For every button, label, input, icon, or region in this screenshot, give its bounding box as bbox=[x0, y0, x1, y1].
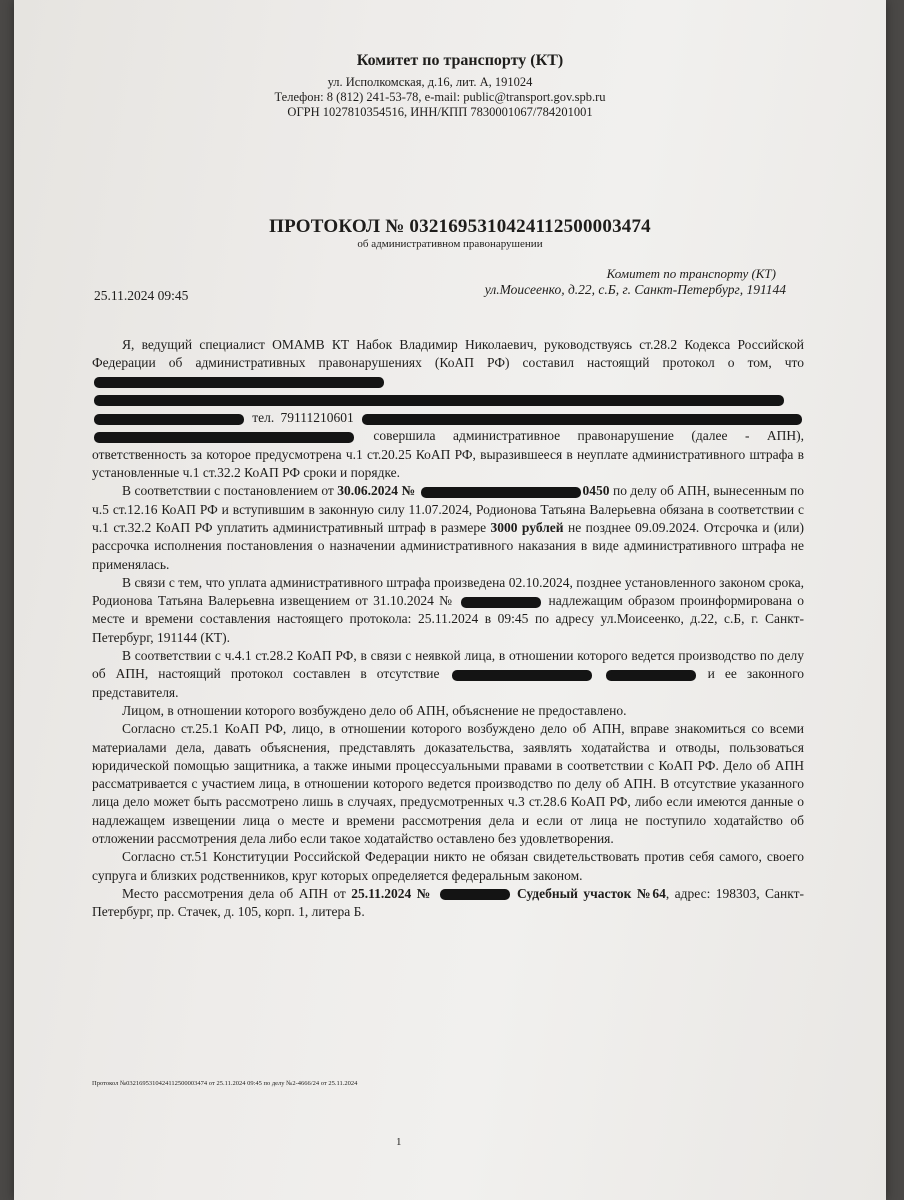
redaction bbox=[94, 432, 354, 443]
footnote: Протокол №0321695310424112500003474 от 25.11.2024 09:45 по делу №2-4666/24 от 25.11.2024 bbox=[92, 1080, 358, 1087]
paragraph-7: Согласно ст.51 Конституции Российской Федерации никто не обязан свидетельствовать против себя самого, своего супруга и близких родственников, круг которых определяется федеральным законом. bbox=[92, 849, 804, 883]
redaction bbox=[452, 670, 592, 681]
place-organization: Комитет по транспорту (КТ) bbox=[606, 266, 776, 281]
redaction bbox=[94, 395, 784, 406]
redaction bbox=[461, 597, 541, 608]
protocol-body bbox=[92, 336, 804, 922]
protocol-title: ПРОТОКОЛ № 0321695310424112500003474 bbox=[269, 216, 651, 237]
resolution-date: 30.06.2024 № bbox=[337, 483, 416, 499]
paragraph-3: В связи с тем, что уплата административного штрафа произведена 02.10.2024, позднее установленного законом срока, Родионова Татьяна Валерьевна извещением от 31.10.2024 № надлежащим образом проинформирована о месте и времени составления настоящего протокола: 25.11.2024 в 09:45 по адресу ул.Моисеенко, д.22, с.Б, г. Санкт-Петербург, 191144 (КТ). bbox=[92, 574, 804, 645]
redaction bbox=[421, 487, 581, 498]
place-address: ул.Моисеенко, д.22, с.Б, г. Санкт-Петербург, 191144 bbox=[484, 282, 786, 297]
paragraph-4: В соответствии с ч.4.1 ст.28.2 КоАП РФ, в связи с неявкой лица, в отношении которого ведется производство по делу об АПН, настоящий протокол составлен в отсутствие и ее законного представителя. bbox=[92, 648, 805, 700]
paragraph-5: Лицом, в отношении которого возбуждено дело об АПН, объяснение не предоставлено. bbox=[122, 702, 627, 718]
review-date: 25.11.2024 № bbox=[351, 885, 433, 901]
org-ogrn: ОГРН 1027810354516, ИНН/КПП 7830001067/784201001 bbox=[287, 105, 593, 119]
fine-amount: 3000 рублей bbox=[490, 519, 564, 535]
phone-label: тел. bbox=[252, 410, 275, 426]
phone-number: 79111210601 bbox=[280, 410, 354, 426]
redaction bbox=[606, 670, 696, 681]
org-name: Комитет по транспорту (КТ) bbox=[356, 52, 564, 69]
paragraph-8: Место рассмотрения дела об АПН от 25.11.2024 № Судебный участок №64, адрес: 198303, Санкт-Петербург, пр. Стачек, д. 105, корп. 1, литера Б. bbox=[92, 885, 805, 920]
redaction bbox=[94, 414, 244, 425]
org-address: ул. Исполкомская, д.16, лит. А, 191024 bbox=[327, 75, 533, 89]
redaction bbox=[94, 377, 384, 388]
paragraph-2: В соответствии с постановлением от 30.06.2024 № 0450 по делу об АПН, вынесенным по ч.5 ст.12.16 КоАП РФ и вступившим в законную силу 11.07.2024, Родионова Татьяна Валерьевна обязана в соответствии с ч.1 ст.32.2 КоАП РФ уплатить административный штраф в размере 3000 рублей не позднее 09.09.2024. Отсрочка и (или) рассрочка исполнения постановления о назначении административного наказания в виде административного штрафа не применялась. bbox=[92, 483, 804, 572]
paragraph-1: Я, ведущий специалист ОМАМВ КТ Набок Владимир Николаевич, руководствуясь ст.28.2 Кодекса Российской Федерации об административных правонарушениях (КоАП РФ) составил настоящий протокол о том, что тел. 79111210601 совершила административное правонарушение (далее - АПН), ответственность за которое предусмотрена ч.1 ст.20.25 КоАП РФ, выразившееся в неуплате административного штрафа в установленные ч.1 ст.32.2 КоАП РФ сроки и порядке. bbox=[92, 337, 804, 481]
paragraph-6: Согласно ст.25.1 КоАП РФ, лицо, в отношении которого возбуждено дело об АПН, вправе знакомиться со всеми материалами дела, давать объяснения, представлять доказательства, заявлять ходатайства и отводы, пользоваться юридической помощью защитника, а также иными процессуальными правами в соответствии с КоАП РФ. Дело об АПН рассматривается с участием лица, в отношении которого ведется производство по делу об АПН. В отсутствие указанного лица дело может быть рассмотрено лишь в случаях, предусмотренных ч.3 ст.28.6 КоАП РФ, либо если имеются данные о надлежащем извещении лица о месте и времени рассмотрения дела и если от лица не поступило ходатайство об отложении рассмотрения дела либо если такое ходатайство оставлено без удовлетворения. bbox=[92, 721, 804, 847]
court-name: Судебный участок №64 bbox=[516, 885, 666, 901]
protocol-date: 25.11.2024 09:45 bbox=[94, 288, 189, 303]
redaction bbox=[440, 889, 510, 900]
page-number: 1 bbox=[396, 1136, 402, 1148]
document-page bbox=[14, 0, 886, 1200]
org-contacts: Телефон: 8 (812) 241-53-78, e-mail: public@transport.gov.spb.ru bbox=[274, 90, 606, 104]
protocol-subtitle: об административном правонарушении bbox=[357, 238, 543, 250]
redaction bbox=[362, 414, 802, 425]
resolution-number-tail: 0450 bbox=[582, 483, 610, 499]
